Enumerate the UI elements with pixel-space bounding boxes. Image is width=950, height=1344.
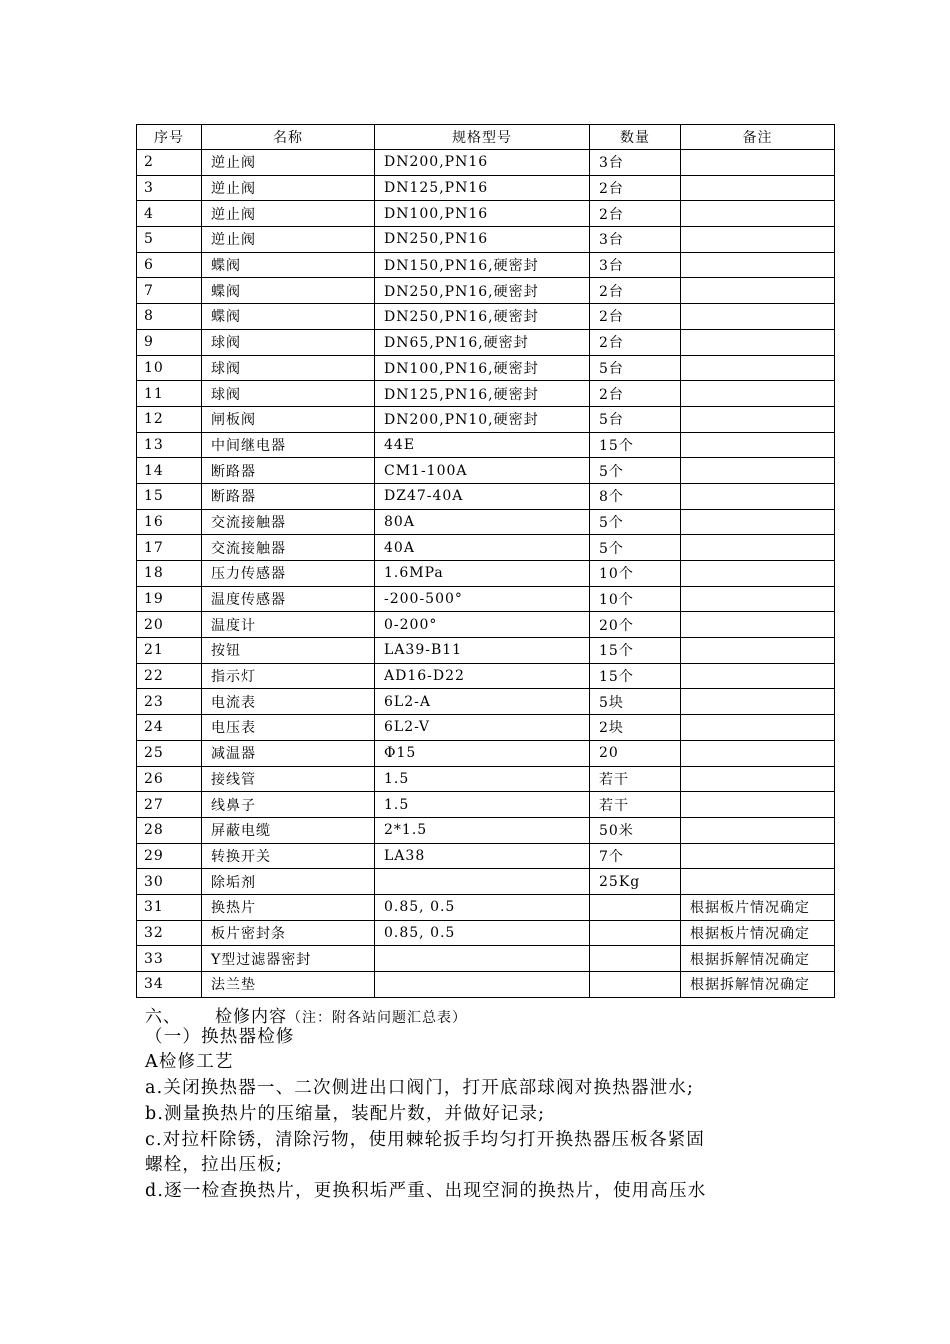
table-row [137, 792, 835, 818]
cell-name: 按钮 [202, 638, 375, 664]
cell-quantity [590, 894, 681, 920]
cell-remark [681, 432, 835, 458]
header-name: 名称 [202, 125, 375, 150]
table-row [137, 663, 835, 689]
cell-remark [681, 586, 835, 612]
cell-remark [681, 663, 835, 689]
cell-spec: DN250,PN16,硬密封 [375, 278, 590, 304]
cell-quantity: 5台 [590, 355, 681, 381]
cell-name: 压力传感器 [202, 561, 375, 587]
cell-index: 33 [137, 946, 202, 972]
table-body [137, 150, 835, 998]
cell-spec: AD16-D22 [375, 663, 590, 689]
cell-quantity: 10个 [590, 586, 681, 612]
cell-remark [681, 355, 835, 381]
cell-spec: DN100,PN16,硬密封 [375, 355, 590, 381]
cell-index: 8 [137, 304, 202, 330]
cell-quantity: 3台 [590, 252, 681, 278]
table-row [137, 509, 835, 535]
step-a: a.关闭换热器一、二次侧进出口阀门，打开底部球阀对换热器泄水; [145, 1078, 695, 1098]
cell-spec: 44E [375, 432, 590, 458]
cell-remark [681, 535, 835, 561]
cell-name: 球阀 [202, 355, 375, 381]
cell-index: 20 [137, 612, 202, 638]
cell-index: 3 [137, 175, 202, 201]
cell-spec: DN250,PN16,硬密封 [375, 304, 590, 330]
cell-name: 转换开关 [202, 843, 375, 869]
cell-spec: 80A [375, 509, 590, 535]
cell-spec: DN150,PN16,硬密封 [375, 252, 590, 278]
cell-quantity: 50米 [590, 817, 681, 843]
cell-remark: 根据板片情况确定 [681, 894, 835, 920]
cell-spec: DN125,PN16,硬密封 [375, 381, 590, 407]
table-row [137, 381, 835, 407]
table-row [137, 689, 835, 715]
cell-quantity: 8个 [590, 483, 681, 509]
subsection-heading: （一）换热器检修 [145, 1027, 295, 1047]
cell-quantity: 2台 [590, 278, 681, 304]
cell-spec: DZ47-40A [375, 483, 590, 509]
cell-index: 4 [137, 201, 202, 227]
cell-index: 32 [137, 920, 202, 946]
cell-name: 闸板阀 [202, 406, 375, 432]
cell-index: 24 [137, 715, 202, 741]
cell-name: 球阀 [202, 329, 375, 355]
cell-name: Y型过滤器密封 [202, 946, 375, 972]
cell-name: 蝶阀 [202, 304, 375, 330]
cell-quantity: 2块 [590, 715, 681, 741]
cell-quantity: 5个 [590, 458, 681, 484]
cell-remark [681, 483, 835, 509]
cell-remark [681, 458, 835, 484]
cell-spec: 1.5 [375, 766, 590, 792]
cell-remark [681, 150, 835, 176]
cell-spec: 2*1.5 [375, 817, 590, 843]
cell-name: 接线管 [202, 766, 375, 792]
cell-remark [681, 689, 835, 715]
table-row [137, 175, 835, 201]
cell-index: 31 [137, 894, 202, 920]
cell-index: 15 [137, 483, 202, 509]
cell-index: 5 [137, 227, 202, 253]
cell-quantity: 5个 [590, 509, 681, 535]
cell-index: 27 [137, 792, 202, 818]
cell-remark: 根据拆解情况确定 [681, 972, 835, 998]
header-spec: 规格型号 [375, 125, 590, 150]
cell-index: 17 [137, 535, 202, 561]
cell-name: 板片密封条 [202, 920, 375, 946]
table-row [137, 972, 835, 998]
cell-remark [681, 817, 835, 843]
cell-quantity: 10个 [590, 561, 681, 587]
cell-name: 线鼻子 [202, 792, 375, 818]
cell-spec: 1.5 [375, 792, 590, 818]
table-row [137, 201, 835, 227]
cell-name: 温度计 [202, 612, 375, 638]
cell-index: 16 [137, 509, 202, 535]
table-row [137, 740, 835, 766]
cell-quantity [590, 920, 681, 946]
cell-quantity: 5块 [590, 689, 681, 715]
table-row [137, 483, 835, 509]
cell-remark [681, 792, 835, 818]
cell-index: 2 [137, 150, 202, 176]
cell-quantity: 2台 [590, 329, 681, 355]
cell-quantity: 3台 [590, 227, 681, 253]
cell-quantity: 2台 [590, 381, 681, 407]
cell-index: 30 [137, 869, 202, 895]
cell-quantity: 5个 [590, 535, 681, 561]
cell-name: 逆止阀 [202, 175, 375, 201]
cell-quantity: 15个 [590, 663, 681, 689]
section-6-note: （注：附各站问题汇总表） [287, 1010, 467, 1026]
table-row [137, 817, 835, 843]
cell-index: 29 [137, 843, 202, 869]
cell-quantity: 20 [590, 740, 681, 766]
cell-index: 34 [137, 972, 202, 998]
cell-index: 21 [137, 638, 202, 664]
cell-remark [681, 638, 835, 664]
cell-remark [681, 381, 835, 407]
cell-index: 18 [137, 561, 202, 587]
step-c-line1: c.对拉杆除锈，清除污物，使用棘轮扳手均匀打开换热器压板各紧固 [145, 1130, 706, 1150]
table-row [137, 920, 835, 946]
cell-remark [681, 406, 835, 432]
cell-quantity: 2台 [590, 304, 681, 330]
step-c-line2: 螺栓，拉出压板; [145, 1155, 283, 1175]
table-row [137, 561, 835, 587]
cell-index: 10 [137, 355, 202, 381]
cell-remark [681, 278, 835, 304]
table-row [137, 612, 835, 638]
cell-remark [681, 227, 835, 253]
cell-remark [681, 201, 835, 227]
table-row [137, 766, 835, 792]
cell-index: 9 [137, 329, 202, 355]
cell-quantity: 7个 [590, 843, 681, 869]
cell-name: 电流表 [202, 689, 375, 715]
cell-quantity: 若干 [590, 766, 681, 792]
header-index: 序号 [137, 125, 202, 150]
cell-index: 7 [137, 278, 202, 304]
cell-index: 6 [137, 252, 202, 278]
cell-remark [681, 304, 835, 330]
table-row [137, 843, 835, 869]
cell-spec: DN200,PN16 [375, 150, 590, 176]
table-row [137, 586, 835, 612]
section-6-title: 检修内容 [215, 1007, 287, 1027]
cell-remark [681, 869, 835, 895]
table-row [137, 252, 835, 278]
header-quantity: 数量 [590, 125, 681, 150]
table-row [137, 715, 835, 741]
cell-quantity: 5台 [590, 406, 681, 432]
cell-spec: 0-200° [375, 612, 590, 638]
cell-quantity [590, 946, 681, 972]
cell-name: 温度传感器 [202, 586, 375, 612]
cell-quantity: 3台 [590, 150, 681, 176]
table-row [137, 150, 835, 176]
cell-spec: DN100,PN16 [375, 201, 590, 227]
table-row [137, 869, 835, 895]
cell-remark [681, 612, 835, 638]
cell-spec: DN250,PN16 [375, 227, 590, 253]
cell-quantity [590, 972, 681, 998]
cell-name: 除垢剂 [202, 869, 375, 895]
cell-index: 26 [137, 766, 202, 792]
cell-remark [681, 329, 835, 355]
cell-name: 交流接触器 [202, 535, 375, 561]
cell-index: 11 [137, 381, 202, 407]
cell-name: 断路器 [202, 458, 375, 484]
cell-spec: CM1-100A [375, 458, 590, 484]
cell-remark [681, 766, 835, 792]
table-row [137, 458, 835, 484]
cell-quantity: 20个 [590, 612, 681, 638]
cell-spec: 1.6MPa [375, 561, 590, 587]
cell-remark [681, 740, 835, 766]
cell-spec: 6L2-V [375, 715, 590, 741]
cell-name: 逆止阀 [202, 201, 375, 227]
cell-spec [375, 946, 590, 972]
cell-quantity: 15个 [590, 432, 681, 458]
cell-quantity: 2台 [590, 175, 681, 201]
table-header-row [137, 125, 835, 150]
cell-index: 25 [137, 740, 202, 766]
step-d: d.逐一检查换热片，更换积垢严重、出现空洞的换热片，使用高压水 [145, 1181, 707, 1201]
cell-index: 23 [137, 689, 202, 715]
cell-name: 换热片 [202, 894, 375, 920]
cell-spec: Φ15 [375, 740, 590, 766]
cell-index: 13 [137, 432, 202, 458]
table-row [137, 432, 835, 458]
header-remark: 备注 [681, 125, 835, 150]
cell-name: 球阀 [202, 381, 375, 407]
cell-quantity: 25Kg [590, 869, 681, 895]
section-6-number: 六、 [145, 1007, 181, 1027]
cell-spec: 6L2-A [375, 689, 590, 715]
cell-name: 交流接触器 [202, 509, 375, 535]
cell-spec: DN200,PN10,硬密封 [375, 406, 590, 432]
cell-spec [375, 972, 590, 998]
cell-spec: DN125,PN16 [375, 175, 590, 201]
cell-name: 指示灯 [202, 663, 375, 689]
cell-name: 逆止阀 [202, 227, 375, 253]
cell-remark [681, 175, 835, 201]
table-row [137, 278, 835, 304]
table-row [137, 946, 835, 972]
step-b: b.测量换热片的压缩量，装配片数，并做好记录; [145, 1104, 546, 1124]
cell-quantity: 若干 [590, 792, 681, 818]
cell-spec: 0.85, 0.5 [375, 920, 590, 946]
process-heading: A检修工艺 [145, 1052, 234, 1072]
cell-name: 中间继电器 [202, 432, 375, 458]
cell-quantity: 2台 [590, 201, 681, 227]
cell-remark [681, 509, 835, 535]
cell-spec: LA39-B11 [375, 638, 590, 664]
cell-remark: 根据板片情况确定 [681, 920, 835, 946]
cell-spec [375, 869, 590, 895]
cell-quantity: 15个 [590, 638, 681, 664]
cell-remark [681, 715, 835, 741]
cell-remark: 根据拆解情况确定 [681, 946, 835, 972]
cell-spec: 0.85, 0.5 [375, 894, 590, 920]
cell-index: 19 [137, 586, 202, 612]
cell-name: 减温器 [202, 740, 375, 766]
cell-name: 逆止阀 [202, 150, 375, 176]
cell-spec: 40A [375, 535, 590, 561]
table-row [137, 638, 835, 664]
table-row [137, 355, 835, 381]
cell-index: 28 [137, 817, 202, 843]
cell-name: 断路器 [202, 483, 375, 509]
table-row [137, 329, 835, 355]
table-row [137, 227, 835, 253]
cell-name: 屏蔽电缆 [202, 817, 375, 843]
cell-name: 蝶阀 [202, 252, 375, 278]
table-row [137, 406, 835, 432]
cell-spec: DN65,PN16,硬密封 [375, 329, 590, 355]
cell-remark [681, 843, 835, 869]
cell-name: 蝶阀 [202, 278, 375, 304]
cell-index: 14 [137, 458, 202, 484]
cell-name: 法兰垫 [202, 972, 375, 998]
cell-spec: LA38 [375, 843, 590, 869]
cell-index: 12 [137, 406, 202, 432]
cell-remark [681, 252, 835, 278]
cell-index: 22 [137, 663, 202, 689]
equipment-spec-table [136, 124, 835, 998]
cell-name: 电压表 [202, 715, 375, 741]
table-row [137, 894, 835, 920]
table-row [137, 535, 835, 561]
cell-remark [681, 561, 835, 587]
table-row [137, 304, 835, 330]
cell-spec: -200-500° [375, 586, 590, 612]
